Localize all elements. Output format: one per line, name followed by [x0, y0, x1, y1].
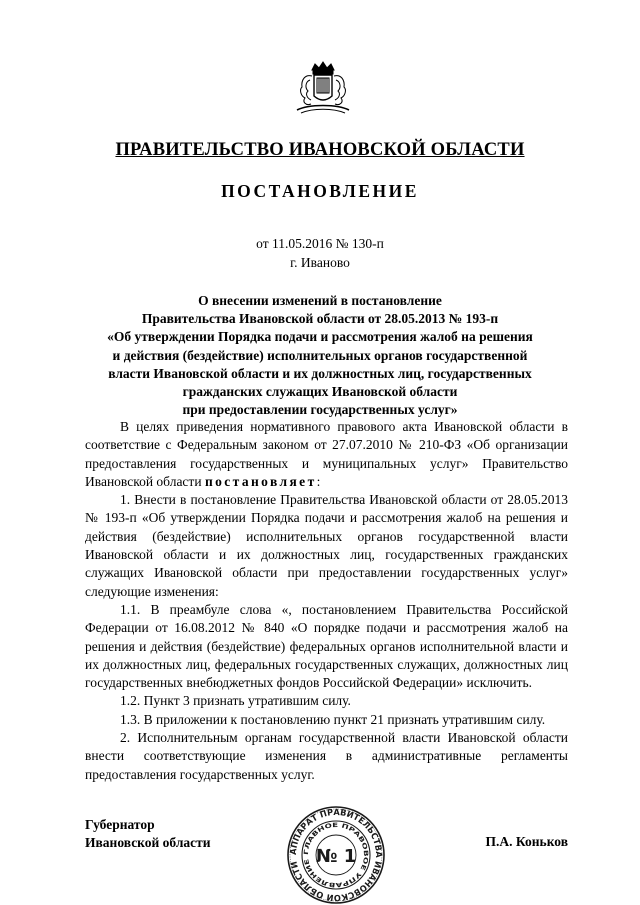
document-date-number: от 11.05.2016 № 130-п	[256, 236, 384, 251]
government-title: ПРАВИТЕЛЬСТВО ИВАНОВСКОЙ ОБЛАСТИ	[115, 140, 525, 160]
stamp-number: № 1	[315, 846, 357, 867]
heading-line: гражданских служащих Ивановской области	[182, 384, 458, 400]
document-city: г. Иваново	[290, 255, 350, 270]
heading-line: и действия (бездействие) исполнительных органов государственной	[112, 347, 528, 363]
item-1-1-paragraph: 1.1. В преамбуле слова «, постановлением Правительства Российской Федерации от 16.08.2012 № 840 «О порядке подачи и рассмотрения жалоб на решения и действия (бездействие) федеральных органов исполнительной власти и их должностных лиц, федеральных государственных служащих, должностных лиц государственных внебюджетных фондов Российской Федерации» исключить.	[85, 601, 568, 691]
resolves-word: постановляет	[204, 473, 317, 489]
signatory-position	[85, 816, 211, 852]
heading-line: О внесении изменений в постановление	[198, 293, 442, 308]
stamp-ring-text: АППАРАТ ПРАВИТЕЛЬСТВА ИВАНОВСКОЙ ОБЛАСТИ	[288, 807, 384, 903]
coat-of-arms-emblem	[293, 60, 353, 116]
intro-paragraph	[85, 418, 568, 491]
official-stamp	[286, 805, 386, 905]
heading-line: при предоставлении государственных услуг»	[182, 402, 458, 418]
signatory-name: П.А. Коньков	[485, 834, 568, 849]
item-1-3-paragraph: 1.3. В приложении к постановлению пункт 21 признать утратившим силу.	[120, 711, 546, 727]
item-1-paragraph: 1. Внести в постановление Правительства Ивановской области от 28.05.2013 № 193-п «Об утверждении Порядка подачи и рассмотрения жалоб на решения и действия (бездействие) исполнительных органов государственной власти Ивановской области и их должностных лиц, государственных гражданских служащих Ивановской области при предоставлении государственных услуг» следующие изменения:	[85, 492, 568, 599]
document-body	[85, 418, 568, 784]
document-type-title: ПОСТАНОВЛЕНИЕ	[221, 181, 419, 201]
heading-line: «Об утверждении Порядка подачи и рассмотрения жалоб на решения	[107, 329, 533, 345]
intro-colon: :	[316, 473, 321, 489]
heading-line: Правительства Ивановской области от 28.05.2013 № 193-п	[141, 311, 499, 327]
item-2-paragraph: 2. Исполнительным органам государственной власти Ивановской области внести соответствующие изменения в административные регламенты предоставления государственных услуг.	[85, 730, 568, 782]
heading-line: власти Ивановской области и их должностных лиц, государственных	[108, 365, 532, 381]
signatory-position-line1: Губернатор	[85, 817, 155, 832]
item-1-2-paragraph: 1.2. Пункт 3 признать утратившим силу.	[120, 693, 351, 709]
intro-text: В целях приведения нормативного правового акта Ивановской области в соответствие с Федеральным законом от 27.07.2010 № 210-ФЗ «Об организации предоставления государственных и муниципальных услуг» Правительство Ивановской области	[85, 419, 568, 489]
signatory-position-line2: Ивановской области	[85, 835, 211, 850]
stamp-inner-text: ГЛАВНОЕ ПРАВОВОЕ УПРАВЛЕНИЕ	[302, 821, 370, 889]
document-heading	[70, 292, 570, 419]
